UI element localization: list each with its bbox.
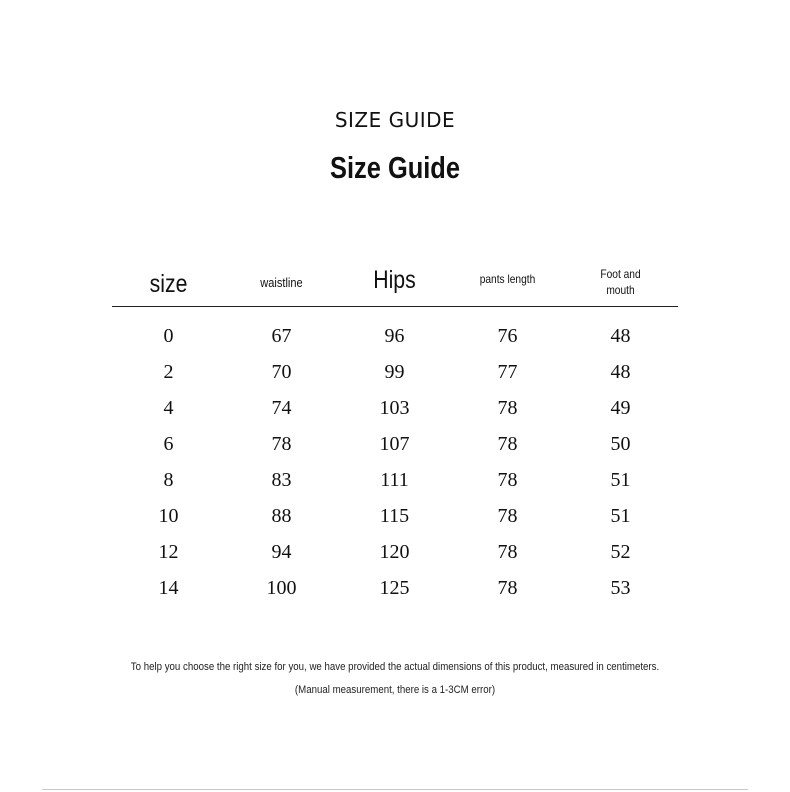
- table-row: [112, 392, 678, 428]
- header-hips: Hips: [373, 266, 416, 294]
- cell-waistline: 88: [271, 505, 292, 527]
- cell-pants-length: 78: [497, 397, 518, 419]
- table-row: [112, 356, 678, 392]
- cell-pants-length: 78: [497, 433, 518, 455]
- cell-hips: 103: [379, 397, 410, 419]
- cell-waistline: 78: [271, 433, 292, 455]
- cell-size: 14: [158, 577, 179, 599]
- cell-size: 8: [163, 469, 174, 491]
- cell-pants-length: 78: [497, 469, 518, 491]
- cell-size: 2: [163, 361, 174, 383]
- cell-pants-length: 78: [497, 505, 518, 527]
- cell-foot-mouth: 48: [610, 325, 631, 347]
- cell-foot-mouth: 51: [610, 469, 631, 491]
- cell-hips: 120: [379, 541, 410, 563]
- cell-pants-length: 77: [497, 361, 518, 383]
- cell-size: 6: [163, 433, 174, 455]
- cell-waistline: 74: [271, 397, 292, 419]
- cell-size: 0: [163, 325, 174, 347]
- cell-hips: 96: [384, 325, 405, 347]
- table-row: [112, 572, 678, 608]
- header-foot-mouth-line2: mouth: [606, 283, 635, 297]
- size-table-body: [112, 320, 678, 608]
- header-pants-length: pants length: [479, 272, 536, 286]
- table-row: [112, 464, 678, 500]
- table-row: [112, 320, 678, 356]
- cell-size: 10: [158, 505, 179, 527]
- table-row: [112, 536, 678, 572]
- header-waistline: waistline: [260, 275, 303, 290]
- cell-hips: 111: [380, 469, 409, 491]
- cell-hips: 99: [384, 361, 405, 383]
- cell-foot-mouth: 50: [610, 433, 631, 455]
- measurement-error-note: (Manual measurement, there is a 1-3CM error): [294, 684, 496, 696]
- eyebrow-title: SIZE GUIDE: [334, 108, 456, 132]
- cell-pants-length: 78: [497, 577, 518, 599]
- cell-waistline: 67: [271, 325, 292, 347]
- cell-hips: 107: [379, 433, 410, 455]
- cell-foot-mouth: 53: [610, 577, 631, 599]
- measurement-note: To help you choose the right size for you, we have provided the actual dimensions of this product, measured in centimeters.: [130, 661, 660, 673]
- cell-hips: 115: [379, 505, 410, 527]
- header-foot-mouth-line1: Foot and: [600, 267, 641, 281]
- cell-waistline: 100: [266, 577, 297, 599]
- cell-hips: 125: [379, 577, 410, 599]
- cell-size: 12: [158, 541, 179, 563]
- table-header: [112, 258, 678, 307]
- cell-waistline: 70: [271, 361, 292, 383]
- cell-waistline: 83: [271, 469, 292, 491]
- table-row: [112, 500, 678, 536]
- bottom-divider: [42, 789, 748, 790]
- cell-foot-mouth: 51: [610, 505, 631, 527]
- table-row: [112, 428, 678, 464]
- cell-foot-mouth: 52: [610, 541, 631, 563]
- header-size: size: [149, 270, 188, 298]
- cell-pants-length: 78: [497, 541, 518, 563]
- page-title: Size Guide: [330, 150, 460, 185]
- cell-size: 4: [163, 397, 174, 419]
- cell-waistline: 94: [271, 541, 292, 563]
- cell-foot-mouth: 48: [610, 361, 631, 383]
- header-foot-mouth: [572, 266, 668, 298]
- cell-pants-length: 76: [497, 325, 518, 347]
- cell-foot-mouth: 49: [610, 397, 631, 419]
